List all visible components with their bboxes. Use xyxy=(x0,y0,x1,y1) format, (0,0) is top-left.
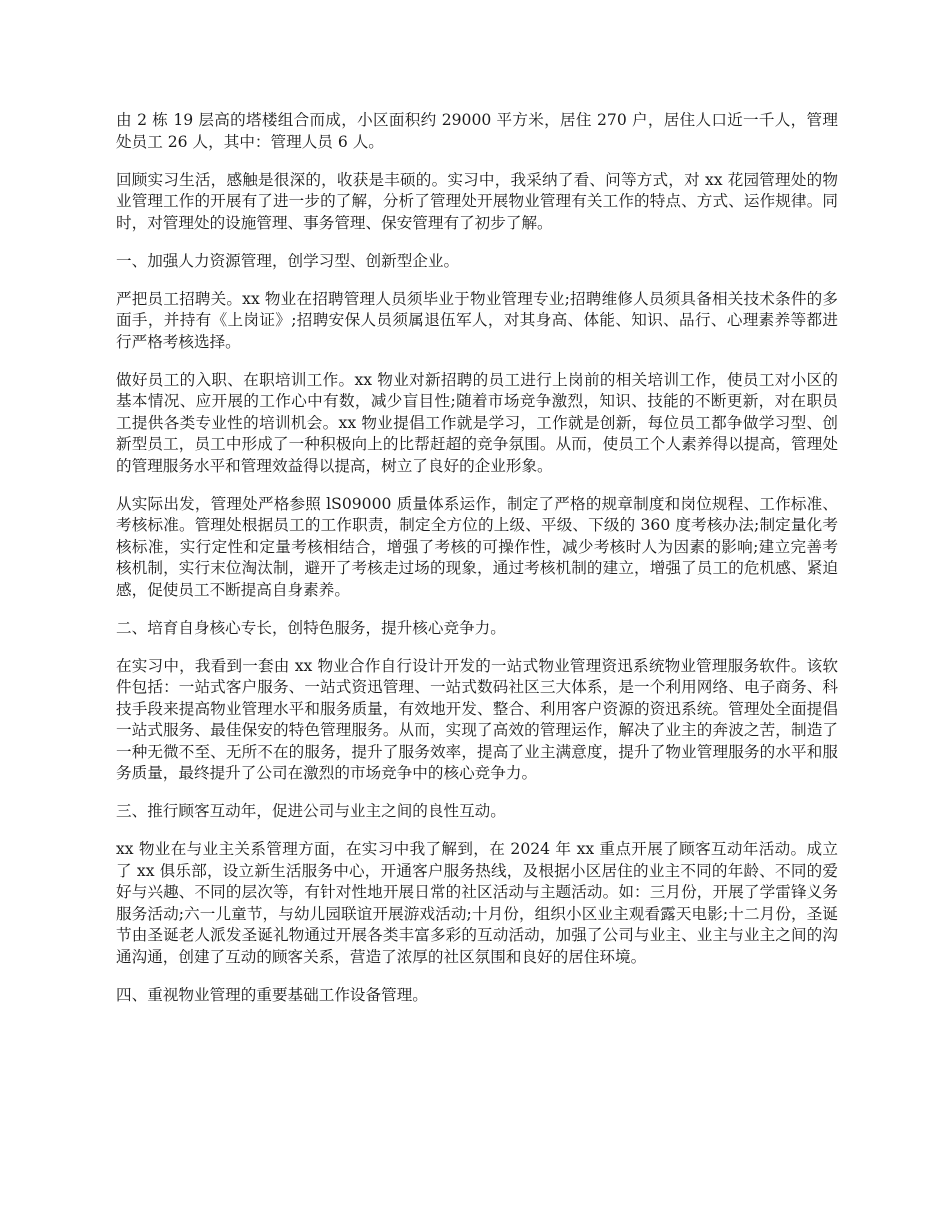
paragraph-training: 做好员工的入职、在职培训工作。xx 物业对新招聘的员工进行上岗前的相关培训工作，使员工对小区的基本情况、应开展的工作心中有数，减少盲目性;随着市场竞争激烈，知识、技能的不断更新，对在职员工提供各类专业性的培训机会。xx 物业提倡工作就是学习，工作就是创新，每位员工都争做学习型、创新型员工，员工中形成了一种积极向上的比帮赶超的竞争氛围。从而，使员工个人素养得以提高，管理处的管理服务水平和管理效益得以提高，树立了良好的企业形象。 xyxy=(116,370,838,475)
paragraph-customer-interaction: xx 物业在与业主关系管理方面，在实习中我了解到，在 2024 年 xx 重点开展了顾客互动年活动。成立了 xx 俱乐部，设立新生活服务中心，开通客户服务热线，及根据小区居住的业主不同的年龄、不同的爱好与兴趣、不同的层次等，有针对性地开展日常的社区活动与主题活动。如：三月份，开展了学雷锋义务服务活动;六一儿童节，与幼儿园联谊开展游戏活动;十月份，组织小区业主观看露天电影;十二月份，圣诞节由圣诞老人派发圣诞礼物通过开展各类丰富多彩的互动活动，加强了公司与业主、业主与业主之间的沟通沟通，创建了互动的顾客关系，营造了浓厚的社区氛围和良好的居住环境。 xyxy=(116,840,838,966)
paragraph-assessment: 从实际出发，管理处严格参照 lS09000 质量体系运作，制定了严格的规章制度和岗位规程、工作标准、考核标准。管理处根据员工的工作职责，制定全方位的上级、平级、下级的 360 度考核办法;制定量化考核标准，实行定性和定量考核相结合，增强了考核的可操作性，减少考核时人为因素的影响;建立完善考核机制，实行末位淘汰制，避开了考核走过场的现象，通过考核机制的建立，增强了员工的危机感、紧迫感，促使员工不断提高自身素养。 xyxy=(116,494,838,599)
section-heading-4: 四、重视物业管理的重要基础工作设备管理。 xyxy=(116,985,428,1004)
section-heading-2: 二、培育自身核心专长，创特色服务，提升核心竞争力。 xyxy=(116,618,506,637)
document-body xyxy=(116,110,838,1023)
paragraph-internship-review: 回顾实习生活，感触是很深的，收获是丰硕的。实习中，我采纳了看、问等方式，对 xx 花园管理处的物业管理工作的开展有了进一步的了解，分析了管理处开展物业管理有关工作的特点、方式、运作规律。同时，对管理处的设施管理、事务管理、保安管理有了初步了解。 xyxy=(116,170,838,232)
paragraph-software-system: 在实习中，我看到一套由 xx 物业合作自行设计开发的一站式物业管理资迅系统物业管理服务软件。该软件包括：一站式客户服务、一站式资迅管理、一站式数码社区三大体系，是一个利用网络、电子商务、科技手段来提高物业管理水平和服务质量，有效地开发、整合、利用客户资源的资迅系统。管理处全面提倡一站式服务、最佳保安的特色管理服务。从而，实现了高效的管理运作，解决了业主的奔波之苦，制造了一种无微不至、无所不在的服务，提升了服务效率，提高了业主满意度，提升了物业管理服务的水平和服务质量，最终提升了公司在激烈的市场竞争中的核心竞争力。 xyxy=(116,656,838,782)
paragraph-community-overview: 由 2 栋 19 层高的塔楼组合而成，小区面积约 29000 平方米，居住 270 户，居住人口近一千人，管理处员工 26 人，其中：管理人员 6 人。 xyxy=(116,111,838,151)
paragraph-recruitment: 严把员工招聘关。xx 物业在招聘管理人员须毕业于物业管理专业;招聘维修人员须具备相关技术条件的多面手，并持有《上岗证》;招聘安保人员须属退伍军人，对其身高、体能、知识、品行、心理素养等都进行严格考核选择。 xyxy=(116,289,838,351)
section-heading-1: 一、加强人力资源管理，创学习型、创新型企业。 xyxy=(116,251,460,270)
section-heading-3: 三、推行顾客互动年，促进公司与业主之间的良性互动。 xyxy=(116,802,506,820)
